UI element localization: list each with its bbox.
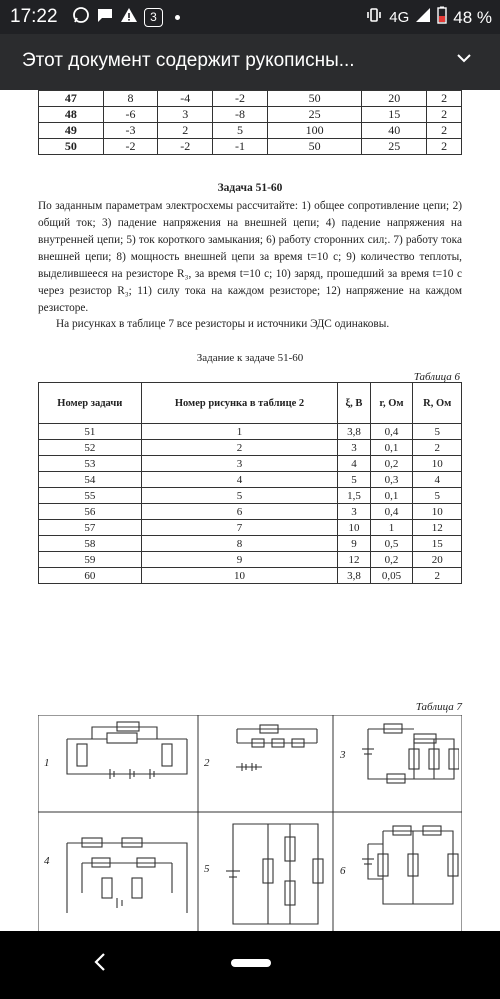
document-title: Этот документ содержит рукописны... [22, 50, 355, 71]
system-status [365, 6, 492, 29]
circuit-figure-3 [354, 719, 459, 794]
table-cell: 55 [39, 488, 142, 504]
table-cell: 15 [413, 536, 462, 552]
table-cell: 50 [267, 91, 362, 107]
table-row [39, 424, 462, 440]
table-row [39, 123, 462, 139]
table7-label: Таблица 7 [415, 701, 462, 713]
table-cell: 2 [158, 123, 213, 139]
table-row [39, 536, 462, 552]
table-cell: 3 [158, 107, 213, 123]
home-gesture-bar[interactable] [231, 959, 271, 967]
table-row [39, 568, 462, 584]
table6-caption: Задание к задаче 51-60 [196, 352, 304, 364]
table-cell: 60 [39, 568, 142, 584]
table-cell: 20 [362, 91, 427, 107]
task-note: На рисунках в таблице 7 все резисторы и источники ЭДС одинаковы. [56, 318, 390, 330]
table-row [39, 139, 462, 155]
table-row [39, 488, 462, 504]
warning-icon [120, 6, 138, 29]
table-cell: 12 [338, 552, 370, 568]
table-cell: 0,1 [370, 488, 413, 504]
signal-icon [415, 7, 431, 28]
table-cell: 0,1 [370, 440, 413, 456]
figure-2-number: 2 [204, 757, 210, 769]
table-cell: 8 [103, 91, 158, 107]
table-cell: 10 [413, 504, 462, 520]
table-cell: 51 [39, 424, 142, 440]
battery-icon [437, 6, 447, 29]
table-cell: 1 [370, 520, 413, 536]
task-paragraph: По заданным параметрам электросхемы рассчитайте: 1) общее сопротивление цепи; 2) общий ток; 3) падение напряжения на внешней цепи; 4) падение напряжения на внутренней цепи; 5) ток короткого замыкания; 6) работу сторонних сил;. 7) работу тока внешней цепи; 8) мощность внешней цепи за время t=10 с; 9) количество теплоты, выделившееся на резисторе R₃, за время t=10 с; 10) заряд, прошедший за время t=10 с через резистор R₃; 11) силу тока на каждом резисторе; 12) напряжение на каждом резисторе. [38, 200, 462, 314]
table-row [39, 472, 462, 488]
table-cell: 49 [39, 123, 104, 139]
table-cell: 100 [267, 123, 362, 139]
notification-icons [72, 6, 180, 29]
table6 [38, 382, 462, 584]
document-page[interactable] [0, 90, 500, 931]
vibrate-icon [365, 6, 383, 29]
table-cell: 7 [141, 520, 338, 536]
figure-1-number: 1 [44, 757, 50, 769]
status-time: 17:22 [10, 6, 58, 27]
table-cell: 10 [338, 520, 370, 536]
table-cell: 5 [413, 488, 462, 504]
table-cell: 0,4 [370, 504, 413, 520]
table-cell: -1 [213, 139, 268, 155]
battery-percent: 48 % [453, 7, 492, 27]
table-row [39, 107, 462, 123]
column-header: R, Ом [413, 383, 462, 424]
table-cell: 5 [141, 488, 338, 504]
figure-3-number: 3 [340, 749, 346, 761]
chevron-down-icon[interactable] [454, 48, 474, 74]
navigation-bar [0, 931, 500, 999]
table-row [39, 520, 462, 536]
table-cell: -2 [158, 139, 213, 155]
table-cell: 15 [362, 107, 427, 123]
table-cell: 2 [413, 440, 462, 456]
column-header: Номер рисунка в таблице 2 [141, 383, 338, 424]
table7-figures [38, 715, 462, 931]
table-cell: 5 [413, 424, 462, 440]
table-cell: 0,2 [370, 552, 413, 568]
app-bar [0, 34, 500, 90]
table-cell: 4 [413, 472, 462, 488]
table-cell: 3,8 [338, 568, 370, 584]
table-cell: 9 [338, 536, 370, 552]
circuit-figure-5 [218, 819, 328, 931]
status-bar [0, 0, 500, 34]
table-cell: 25 [267, 107, 362, 123]
table-row [39, 552, 462, 568]
table-cell: 50 [39, 139, 104, 155]
table-cell: 4 [141, 472, 338, 488]
table-cell: 5 [338, 472, 370, 488]
network-type: 4G [389, 9, 410, 26]
figure-4-number: 4 [44, 855, 50, 867]
message-icon [96, 6, 114, 29]
table-cell: 3 [338, 440, 370, 456]
table-cell: 57 [39, 520, 142, 536]
table-cell: 20 [413, 552, 462, 568]
table-row [39, 440, 462, 456]
back-button[interactable] [92, 951, 108, 980]
table-cell: 10 [413, 456, 462, 472]
table-cell: 2 [141, 440, 338, 456]
table-cell: 2 [427, 123, 462, 139]
top-table [38, 90, 462, 155]
table-cell: 1,5 [338, 488, 370, 504]
table-cell: -2 [103, 139, 158, 155]
table-cell: 6 [141, 504, 338, 520]
table-cell: -8 [213, 107, 268, 123]
table-cell: 40 [362, 123, 427, 139]
table-cell: 2 [413, 568, 462, 584]
table-cell: 53 [39, 456, 142, 472]
table-cell: 58 [39, 536, 142, 552]
table-cell: 25 [362, 139, 427, 155]
figure-6-number: 6 [340, 865, 346, 877]
table-cell: 59 [39, 552, 142, 568]
table-cell: 47 [39, 91, 104, 107]
table-cell: -6 [103, 107, 158, 123]
table-cell: 0,2 [370, 456, 413, 472]
table-cell: -4 [158, 91, 213, 107]
column-header: Номер задачи [39, 383, 142, 424]
table-cell: 2 [427, 139, 462, 155]
dot-icon [175, 15, 180, 20]
circuit-figure-2 [232, 719, 327, 779]
table-row [39, 91, 462, 107]
circuit-figure-4 [62, 823, 192, 923]
table-cell: 52 [39, 440, 142, 456]
table-cell: 12 [413, 520, 462, 536]
table-cell: 0,3 [370, 472, 413, 488]
circuit-figure-1 [62, 719, 192, 789]
column-header: r, Ом [370, 383, 413, 424]
table-cell: 2 [427, 91, 462, 107]
column-header: ξ, В [338, 383, 370, 424]
table-cell: 0,05 [370, 568, 413, 584]
table6-label: Таблица 6 [413, 371, 460, 383]
table-cell: 5 [213, 123, 268, 139]
table-cell: 3 [141, 456, 338, 472]
table-row [39, 456, 462, 472]
table-cell: 4 [338, 456, 370, 472]
circuit-figure-6 [358, 819, 460, 919]
table-cell: 2 [427, 107, 462, 123]
table-cell: 9 [141, 552, 338, 568]
table-cell: 8 [141, 536, 338, 552]
table-cell: 50 [267, 139, 362, 155]
table-cell: 54 [39, 472, 142, 488]
table-cell: 0,5 [370, 536, 413, 552]
table-cell: -2 [213, 91, 268, 107]
table-cell: 10 [141, 568, 338, 584]
whatsapp-icon [72, 6, 90, 29]
task-heading: Задача 51-60 [217, 182, 283, 194]
table-cell: 1 [141, 424, 338, 440]
notification-count-badge: 3 [144, 8, 163, 27]
table-cell: 56 [39, 504, 142, 520]
table-cell: 48 [39, 107, 104, 123]
table-cell: -3 [103, 123, 158, 139]
table-cell: 0,4 [370, 424, 413, 440]
figure-5-number: 5 [204, 863, 210, 875]
table-cell: 3,8 [338, 424, 370, 440]
table-row [39, 504, 462, 520]
table-cell: 3 [338, 504, 370, 520]
